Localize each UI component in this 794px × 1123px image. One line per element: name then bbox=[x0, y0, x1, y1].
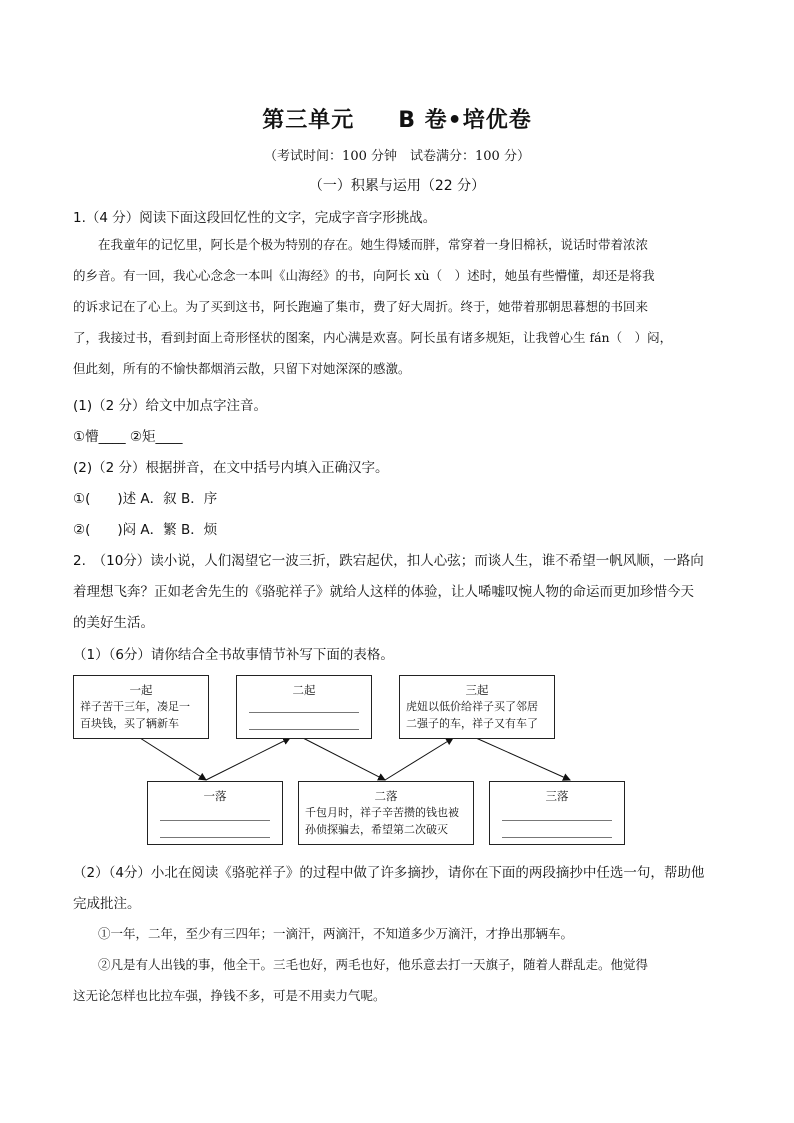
arrow-rise1-fall1 bbox=[140, 738, 206, 780]
rise1-box bbox=[73, 675, 209, 739]
rise3-text: 二强子的车，祥子又有车了 bbox=[406, 717, 538, 730]
rise3-text: 虎妞以低价给祥子买了邻居 bbox=[406, 700, 538, 713]
arrow-rise3-fall3 bbox=[476, 738, 570, 780]
rise1-title: 一起 bbox=[129, 683, 153, 697]
fall2-text: 孙侦探骗去，希望第二次破灭 bbox=[305, 823, 448, 836]
exam-info: （考试时间：100 分钟 试卷满分：100 分） bbox=[264, 149, 530, 164]
section-heading: （一）积累与运用（22 分） bbox=[308, 178, 486, 194]
q2-stem-line: 2. （10分）读小说，人们渴望它一波三折，跌宕起伏，扣人心弦；而谈人生，谁不希望一帆风顺，一路向 bbox=[73, 553, 704, 569]
q2-quotes bbox=[73, 918, 733, 1011]
passage-line: 但此刻，所有的不愉快都烟消云散，只留下对她深深的感激。 bbox=[73, 361, 411, 376]
q1-sub1: (1)（2 分）给文中加点字注音。 bbox=[73, 398, 268, 414]
fall3-title: 三落 bbox=[545, 789, 569, 803]
q2-sub1: （1）（6分）请你结合全书故事情节补写下面的表格。 bbox=[73, 647, 394, 663]
rise3-title: 三起 bbox=[465, 683, 489, 697]
q1-sub1-items: ①懵____ ②矩____ bbox=[73, 429, 183, 445]
rise1-text: 祥子苦干三年，凑足一 bbox=[80, 700, 190, 713]
rise3-box bbox=[399, 675, 555, 739]
answer-line bbox=[502, 837, 612, 838]
quote-1: ①一年，二年，至少有三四年；一滴汗，两滴汗，不知道多少万滴汗，才挣出那辆车。 bbox=[73, 926, 574, 941]
fall2-title: 二落 bbox=[374, 789, 398, 803]
q1-sub2: (2)（2 分）根据拼音，在文中括号内填入正确汉字。 bbox=[73, 460, 389, 476]
quote-2-line: 这无论怎样也比拉车强，挣钱不多，可是不用卖力气呢。 bbox=[73, 988, 386, 1003]
rise1-text: 百块钱，买了辆新车 bbox=[80, 717, 179, 730]
q1-sub2-option-b: ②( )闷 A．繁 B．烦 bbox=[73, 522, 218, 538]
passage-line: 的乡音。有一回，我心心念念一本叫《山海经》的书，向阿长 xù（ ）述时，她虽有些懵懂，却还是将我 bbox=[73, 268, 655, 283]
passage-line: 的诉求记在了心上。为了买到这书，阿长跑遍了集市，费了好大周折。终于，她带着那朝思暮想的书回来 bbox=[73, 299, 649, 314]
q2-stem-line: 的美好生活。 bbox=[73, 615, 154, 631]
arrow-fall1-rise2 bbox=[206, 738, 290, 780]
arrow-fall2-rise3 bbox=[385, 738, 453, 780]
q2-stem-line: 着理想飞奔？正如老舍先生的《骆驼祥子》就给人这样的体验，让人唏嘘叹惋人物的命运而更加珍惜今天 bbox=[73, 584, 694, 600]
fall2-box bbox=[298, 781, 474, 845]
answer-line bbox=[249, 729, 359, 730]
q1-stem: 1.（4 分）阅读下面这段回忆性的文字，完成字音字形挑战。 bbox=[73, 210, 437, 226]
unit-title: 第三单元 bbox=[262, 108, 355, 133]
passage-line: 在我童年的记忆里，阿长是个极为特别的存在。她生得矮而胖，常穿着一身旧棉袄，说话时带着浓浓 bbox=[73, 237, 649, 252]
fall2-text: 千包月时，祥子辛苦攒的钱也被 bbox=[305, 806, 459, 819]
paper-title: B 卷•培优卷 bbox=[398, 108, 532, 133]
rise2-box bbox=[236, 675, 372, 739]
q1-sub2-option-a: ①( )述 A．叙 B．序 bbox=[73, 491, 218, 507]
q2-sub2-line: （2）（4分）小北在阅读《骆驼祥子》的过程中做了许多摘抄，请你在下面的两段摘抄中任选一句，帮助他 bbox=[73, 865, 705, 881]
quote-2-line: ②凡是有人出钱的事，他全干。三毛也好，两毛也好，他乐意去打一天旗子，随着人群乱走。他觉得 bbox=[73, 957, 649, 972]
fall3-box bbox=[489, 781, 625, 845]
q2-sub2-line: 完成批注。 bbox=[73, 896, 141, 912]
passage-line: 了，我接过书，看到封面上奇形怪状的图案，内心满是欢喜。阿长虽有诸多规矩，让我曾心生 fán（ ）闷， bbox=[73, 330, 673, 345]
answer-line bbox=[502, 820, 612, 821]
answer-line bbox=[160, 820, 270, 821]
answer-line bbox=[160, 837, 270, 838]
answer-line bbox=[249, 712, 359, 713]
arrow-rise2-fall2 bbox=[303, 738, 385, 780]
fall1-title: 一落 bbox=[203, 789, 227, 803]
rise2-title: 二起 bbox=[292, 683, 316, 697]
fall1-box bbox=[147, 781, 283, 845]
